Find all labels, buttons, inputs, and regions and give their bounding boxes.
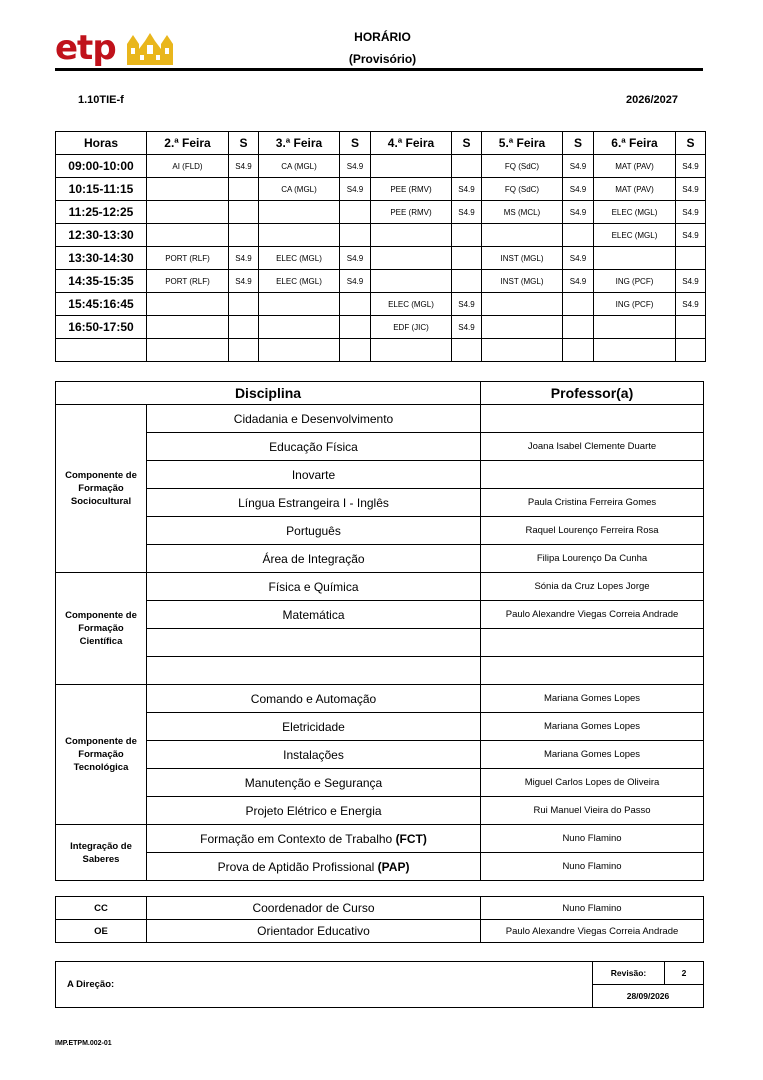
discipline-name-text: Educação Física: [269, 439, 358, 454]
schedule-row: [56, 224, 706, 247]
discipline-row: [56, 657, 704, 685]
schedule-hour: 12:30-13:30: [56, 224, 147, 247]
coordination-row: [56, 920, 704, 943]
schedule-table: [55, 131, 706, 362]
discipline-row: [56, 769, 704, 797]
discipline-professor: Raquel Lourenço Ferreira Rosa: [481, 517, 704, 545]
schedule-class-cell: PEE (RMV): [371, 201, 452, 224]
discipline-row: [56, 797, 704, 825]
schedule-hour: 16:50-17:50: [56, 316, 147, 339]
schedule-room-cell: [563, 339, 594, 362]
schedule-room-cell: S4.9: [452, 201, 482, 224]
schedule-class-cell: [259, 293, 340, 316]
revision-date: 28/09/2026: [593, 985, 704, 1008]
discipline-name-text: Língua Estrangeira I - Inglês: [238, 495, 389, 510]
schedule-room-cell: S4.9: [340, 178, 371, 201]
component-group-line: Componente de: [65, 610, 137, 621]
discipline-row: [56, 741, 704, 769]
discipline-name: [147, 517, 481, 545]
schedule-class-cell: [594, 247, 676, 270]
discipline-row: [56, 489, 704, 517]
schedule-room-cell: S4.9: [676, 270, 706, 293]
schedule-class-cell: AI (FLD): [147, 155, 229, 178]
schedule-column-header: 6.ª Feira: [594, 132, 676, 155]
schedule-class-cell: [482, 339, 563, 362]
schedule-room-cell: S4.9: [229, 270, 259, 293]
schedule-class-cell: MAT (PAV): [594, 155, 676, 178]
schedule-column-header: 3.ª Feira: [259, 132, 340, 155]
discipline-name: [147, 601, 481, 629]
schedule-class-cell: ELEC (MGL): [259, 247, 340, 270]
coordination-person: Nuno Flamino: [481, 897, 704, 920]
discipline-name: [147, 713, 481, 741]
discipline-name: [147, 489, 481, 517]
logo-text: etp: [55, 28, 116, 68]
schedule-column-header: 2.ª Feira: [147, 132, 229, 155]
discipline-professor: [481, 405, 704, 433]
discipline-name: [147, 461, 481, 489]
schedule-room-cell: [229, 339, 259, 362]
schedule-class-cell: [259, 339, 340, 362]
discipline-professor: Paula Cristina Ferreira Gomes: [481, 489, 704, 517]
discipline-professor: Rui Manuel Vieira do Passo: [481, 797, 704, 825]
discipline-name-text: Área de Integração: [262, 551, 365, 566]
discipline-name-text: Matemática: [282, 607, 345, 622]
schedule-hour: 13:30-14:30: [56, 247, 147, 270]
discipline-name-text: Formação em Contexto de Trabalho: [200, 831, 396, 846]
schedule-room-cell: S4.9: [676, 178, 706, 201]
schedule-room-cell: [452, 270, 482, 293]
schedule-class-cell: PORT (RLF): [147, 247, 229, 270]
discipline-professor: [481, 461, 704, 489]
schedule-class-cell: [371, 224, 452, 247]
schedule-room-cell: [563, 293, 594, 316]
schedule-room-cell: S4.9: [563, 270, 594, 293]
discipline-name-text: Física e Química: [268, 579, 359, 594]
schedule-column-header: 5.ª Feira: [482, 132, 563, 155]
schedule-room-cell: S4.9: [229, 155, 259, 178]
schedule-class-cell: CA (MGL): [259, 155, 340, 178]
schedule-room-cell: S4.9: [676, 293, 706, 316]
coordination-code: CC: [56, 897, 147, 920]
schedule-room-cell: [452, 155, 482, 178]
schedule-room-cell: [563, 316, 594, 339]
discipline-professor: Paulo Alexandre Viegas Correia Andrade: [481, 601, 704, 629]
discipline-professor: Nuno Flamino: [481, 853, 704, 881]
discipline-row: [56, 601, 704, 629]
discipline-name-text: Projeto Elétrico e Energia: [245, 803, 382, 818]
schedule-class-cell: CA (MGL): [259, 178, 340, 201]
schedule-class-cell: INST (MGL): [482, 270, 563, 293]
schedule-column-header: Horas: [56, 132, 147, 155]
schedule-hour: [56, 339, 147, 362]
discipline-name-text: Comando e Automação: [250, 691, 377, 706]
direction-signature-table: [55, 961, 704, 1008]
coordination-role: Coordenador de Curso: [147, 897, 481, 920]
schedule-room-cell: [452, 339, 482, 362]
schedule-hour: 15:45:16:45: [56, 293, 147, 316]
discipline-row: [56, 825, 704, 853]
schedule-column-header: S: [229, 132, 259, 155]
schedule-class-cell: [259, 316, 340, 339]
component-group-line: Formação: [78, 623, 124, 634]
schedule-row: [56, 155, 706, 178]
schedule-class-cell: [482, 316, 563, 339]
schedule-room-cell: [340, 224, 371, 247]
component-group-label: [56, 405, 147, 573]
discipline-professor: Mariana Gomes Lopes: [481, 741, 704, 769]
discipline-professor: Miguel Carlos Lopes de Oliveira: [481, 769, 704, 797]
schedule-room-cell: S4.9: [676, 155, 706, 178]
discipline-name: [147, 545, 481, 573]
discipline-name-text: Português: [286, 523, 341, 538]
component-group-line: Formação: [78, 483, 124, 494]
form-code: IMP.ETPM.002-01: [55, 1040, 112, 1047]
schedule-room-cell: [340, 316, 371, 339]
schedule-class-cell: MS (MCL): [482, 201, 563, 224]
discipline-name: [147, 685, 481, 713]
class-code: 1.10TIE-f: [78, 94, 124, 106]
schedule-class-cell: [482, 224, 563, 247]
schedule-row: [56, 270, 706, 293]
schedule-column-header: S: [452, 132, 482, 155]
discipline-row: [56, 573, 704, 601]
schedule-row: [56, 293, 706, 316]
schedule-room-cell: S4.9: [452, 293, 482, 316]
document-subtitle: (Provisório): [348, 52, 417, 66]
revision-label: Revisão:: [593, 962, 665, 985]
component-group-line: Sociocultural: [70, 496, 132, 507]
discipline-name: [147, 825, 481, 853]
schedule-hour: 14:35-15:35: [56, 270, 147, 293]
schedule-room-cell: [229, 178, 259, 201]
discipline-row: [56, 629, 704, 657]
schedule-class-cell: ELEC (MGL): [259, 270, 340, 293]
schedule-room-cell: S4.9: [676, 224, 706, 247]
component-group-line: Formação: [78, 749, 124, 760]
discipline-name-text: Inovarte: [291, 467, 336, 482]
schedule-class-cell: [371, 339, 452, 362]
direction-label: A Direção:: [56, 962, 593, 1008]
component-group-line: Científica: [79, 636, 123, 647]
discipline-professor: [481, 629, 704, 657]
discipline-name: [147, 657, 481, 685]
schedule-class-cell: MAT (PAV): [594, 178, 676, 201]
discipline-abbreviation: (FCT): [395, 831, 427, 846]
discipline-name-text: Instalações: [283, 747, 344, 762]
schedule-class-cell: FQ (SdC): [482, 178, 563, 201]
schedule-column-header: 4.ª Feira: [371, 132, 452, 155]
schedule-room-cell: [229, 201, 259, 224]
schedule-class-cell: [482, 293, 563, 316]
schedule-class-cell: [371, 270, 452, 293]
schedule-class-cell: FQ (SdC): [482, 155, 563, 178]
schedule-class-cell: [147, 293, 229, 316]
schedule-room-cell: S4.9: [563, 201, 594, 224]
discipline-professor: Joana Isabel Clemente Duarte: [481, 433, 704, 461]
discipline-professor: Mariana Gomes Lopes: [481, 713, 704, 741]
schedule-class-cell: INST (MGL): [482, 247, 563, 270]
schedule-room-cell: [340, 339, 371, 362]
coordination-code: OE: [56, 920, 147, 943]
discipline-professor: Sónia da Cruz Lopes Jorge: [481, 573, 704, 601]
discipline-row: [56, 517, 704, 545]
discipline-abbreviation: (PAP): [377, 859, 410, 874]
coordination-person: Paulo Alexandre Viegas Correia Andrade: [481, 920, 704, 943]
schedule-room-cell: [563, 224, 594, 247]
schedule-class-cell: [259, 201, 340, 224]
discipline-professor: Filipa Lourenço Da Cunha: [481, 545, 704, 573]
discipline-name-text: Prova de Aptidão Profissional: [217, 859, 378, 874]
component-group-label: [56, 825, 147, 881]
discipline-professor: [481, 657, 704, 685]
discipline-name: [147, 629, 481, 657]
disciplines-table: [55, 381, 704, 881]
schedule-class-cell: [147, 224, 229, 247]
schedule-hour: 09:00-10:00: [56, 155, 147, 178]
schedule-class-cell: ING (PCF): [594, 293, 676, 316]
schedule-room-cell: [676, 339, 706, 362]
schedule-room-cell: S4.9: [340, 247, 371, 270]
schedule-row: [56, 178, 706, 201]
discipline-row: [56, 853, 704, 881]
component-group-line: Saberes: [82, 853, 120, 865]
schedule-class-cell: EDF (JIC): [371, 316, 452, 339]
component-group-line: Integração de: [70, 840, 132, 852]
revision-number: 2: [665, 962, 704, 985]
schedule-class-cell: [147, 201, 229, 224]
schedule-class-cell: [259, 224, 340, 247]
discipline-row: [56, 461, 704, 489]
schedule-room-cell: S4.9: [452, 316, 482, 339]
schedule-room-cell: [340, 293, 371, 316]
schedule-room-cell: [676, 316, 706, 339]
schedule-room-cell: S4.9: [563, 247, 594, 270]
schedule-room-cell: S4.9: [563, 178, 594, 201]
schedule-class-cell: ELEC (MGL): [594, 201, 676, 224]
schedule-room-cell: [676, 247, 706, 270]
schedule-class-cell: [147, 178, 229, 201]
schedule-class-cell: [147, 316, 229, 339]
discipline-name-text: Eletricidade: [282, 719, 345, 734]
discipline-name-text: Cidadania e Desenvolvimento: [233, 411, 394, 426]
schedule-class-cell: [371, 247, 452, 270]
discipline-column-header: Disciplina: [56, 382, 481, 405]
schedule-column-header: S: [340, 132, 371, 155]
schedule-row: [56, 339, 706, 362]
schedule-column-header: S: [563, 132, 594, 155]
schedule-class-cell: [147, 339, 229, 362]
schedule-hour: 10:15-11:15: [56, 178, 147, 201]
discipline-professor: Nuno Flamino: [481, 825, 704, 853]
discipline-name: [147, 405, 481, 433]
schedule-row: [56, 316, 706, 339]
schedule-room-cell: S4.9: [452, 178, 482, 201]
schedule-class-cell: [594, 339, 676, 362]
discipline-row: [56, 433, 704, 461]
schedule-room-cell: [340, 201, 371, 224]
logo-towers-icon: [123, 31, 177, 65]
discipline-professor: Mariana Gomes Lopes: [481, 685, 704, 713]
discipline-name: [147, 769, 481, 797]
discipline-name: [147, 741, 481, 769]
schedule-column-header: S: [676, 132, 706, 155]
schedule-room-cell: S4.9: [563, 155, 594, 178]
schedule-class-cell: [371, 155, 452, 178]
component-group-line: Componente de: [65, 736, 137, 747]
schedule-row: [56, 247, 706, 270]
coordination-row: [56, 897, 704, 920]
component-group-line: Componente de: [65, 470, 137, 481]
discipline-name-text: Manutenção e Segurança: [244, 775, 383, 790]
coordination-role: Orientador Educativo: [147, 920, 481, 943]
component-group-label: [56, 573, 147, 685]
header-divider: [55, 68, 703, 71]
schedule-class-cell: [594, 316, 676, 339]
coordination-table: [55, 896, 704, 943]
schedule-room-cell: [229, 224, 259, 247]
discipline-row: [56, 685, 704, 713]
schedule-class-cell: ELEC (MGL): [594, 224, 676, 247]
discipline-name: [147, 797, 481, 825]
discipline-name: [147, 573, 481, 601]
schedule-room-cell: S4.9: [340, 270, 371, 293]
discipline-name: [147, 853, 481, 881]
schedule-class-cell: ING (PCF): [594, 270, 676, 293]
component-group-label: [56, 685, 147, 825]
discipline-row: [56, 405, 704, 433]
school-year: 2026/2027: [626, 94, 678, 106]
schedule-class-cell: PEE (RMV): [371, 178, 452, 201]
professor-column-header: Professor(a): [481, 382, 704, 405]
schedule-room-cell: [452, 247, 482, 270]
discipline-name: [147, 433, 481, 461]
discipline-row: [56, 545, 704, 573]
schedule-class-cell: ELEC (MGL): [371, 293, 452, 316]
schedule-class-cell: PORT (RLF): [147, 270, 229, 293]
schedule-hour: 11:25-12:25: [56, 201, 147, 224]
schedule-room-cell: S4.9: [229, 247, 259, 270]
component-group-line: Tecnológica: [73, 762, 129, 773]
schedule-room-cell: [452, 224, 482, 247]
schedule-room-cell: S4.9: [340, 155, 371, 178]
schedule-row: [56, 201, 706, 224]
schedule-room-cell: [229, 316, 259, 339]
document-title: HORÁRIO: [354, 30, 411, 44]
discipline-row: [56, 713, 704, 741]
schedule-room-cell: [229, 293, 259, 316]
schedule-room-cell: S4.9: [676, 201, 706, 224]
